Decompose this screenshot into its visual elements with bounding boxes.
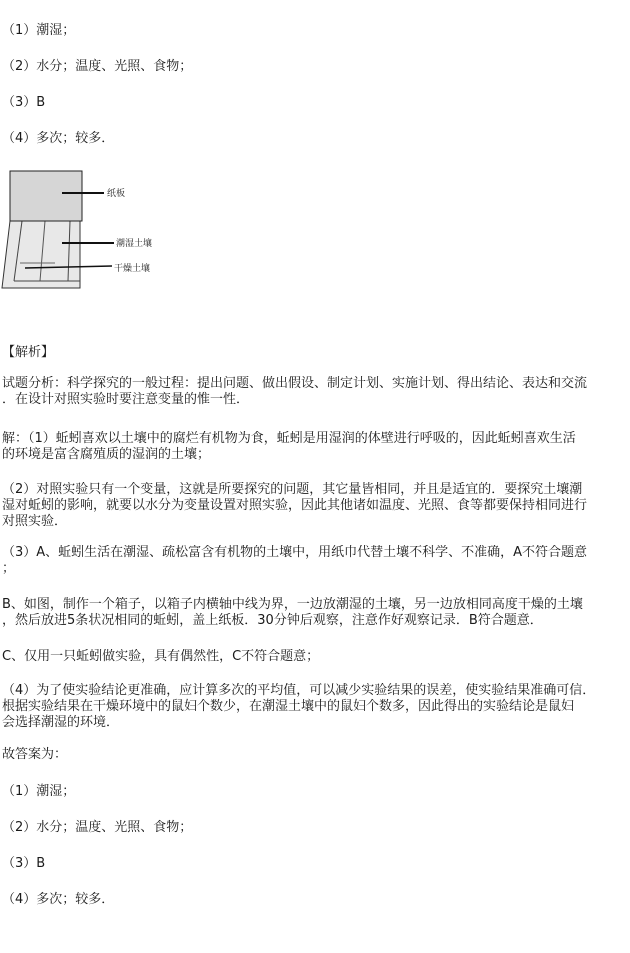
- box-outline: [2, 221, 80, 288]
- label-moist-soil: 潮湿土壤: [116, 239, 153, 249]
- answer-4: （4）多次；较多．: [2, 131, 115, 146]
- solution-part-3b: B、如图，制作一个箱子，以箱子内横轴中线为界，一边放潮湿的土壤，另一边放相同高度干燥的土壤 ，然后放进5条状况相同的蚯蚓，盖上纸板．30分钟后观察，注意作好观察记录．B符合题意．: [2, 597, 583, 628]
- final-answer-1: （1）潮湿；: [2, 784, 76, 799]
- analysis-heading: 【解析】: [2, 345, 55, 360]
- experiment-box-diagram: [0, 163, 200, 293]
- conclusion-label: 故答案为：: [2, 747, 68, 762]
- answer-1: （1）潮湿；: [2, 23, 76, 38]
- solution-part-1: 解：（1）蚯蚓喜欢以土壤中的腐烂有机物为食，蚯蚓是用湿润的体壁进行呼吸的，因此蚯蚓喜欢生活 的环境是富含腐殖质的湿润的土壤；: [2, 431, 576, 462]
- solution-part-3a: （3）A、蚯蚓生活在潮湿、疏松富含有机物的土壤中，用纸巾代替土壤不科学、不准确，A不符合题意 ；: [2, 545, 588, 576]
- cardboard-cover: [10, 171, 82, 221]
- solution-part-2: （2）对照实验只有一个变量，这就是所要探究的问题，其它量皆相同，并且是适宜的．要探究土壤潮 湿对蚯蚓的影响，就要以水分为变量设置对照实验，因此其他诸如温度、光照、食等都要保持相同进行 对照实验．: [2, 482, 588, 529]
- solution-part-4: （4）为了使实验结论更准确，应计算多次的平均值，可以减少实验结果的误差，使实验结果准确可信． 根据实验结果在干燥环境中的鼠妇个数少，在潮湿土壤中的鼠妇个数多，因此得出的实验结论是鼠妇 会选择潮湿的环境．: [2, 683, 596, 730]
- answer-3: （3）B: [2, 95, 46, 110]
- answer-2: （2）水分；温度、光照、食物；: [2, 59, 193, 74]
- final-answer-3: （3）B: [2, 856, 46, 871]
- label-cardboard: 纸板: [107, 189, 126, 199]
- final-answer-4: （4）多次；较多．: [2, 892, 115, 907]
- final-answer-2: （2）水分；温度、光照、食物；: [2, 820, 193, 835]
- analysis-intro: 试题分析：科学探究的一般过程：提出问题、做出假设、制定计划、实施计划、得出结论、表达和交流 ．在设计对照实验时要注意变量的惟一性．: [2, 376, 588, 407]
- solution-part-3c: C、仅用一只蚯蚓做实验，具有偶然性，C不符合题意；: [2, 649, 320, 664]
- label-dry-soil: 干燥土壤: [114, 264, 151, 274]
